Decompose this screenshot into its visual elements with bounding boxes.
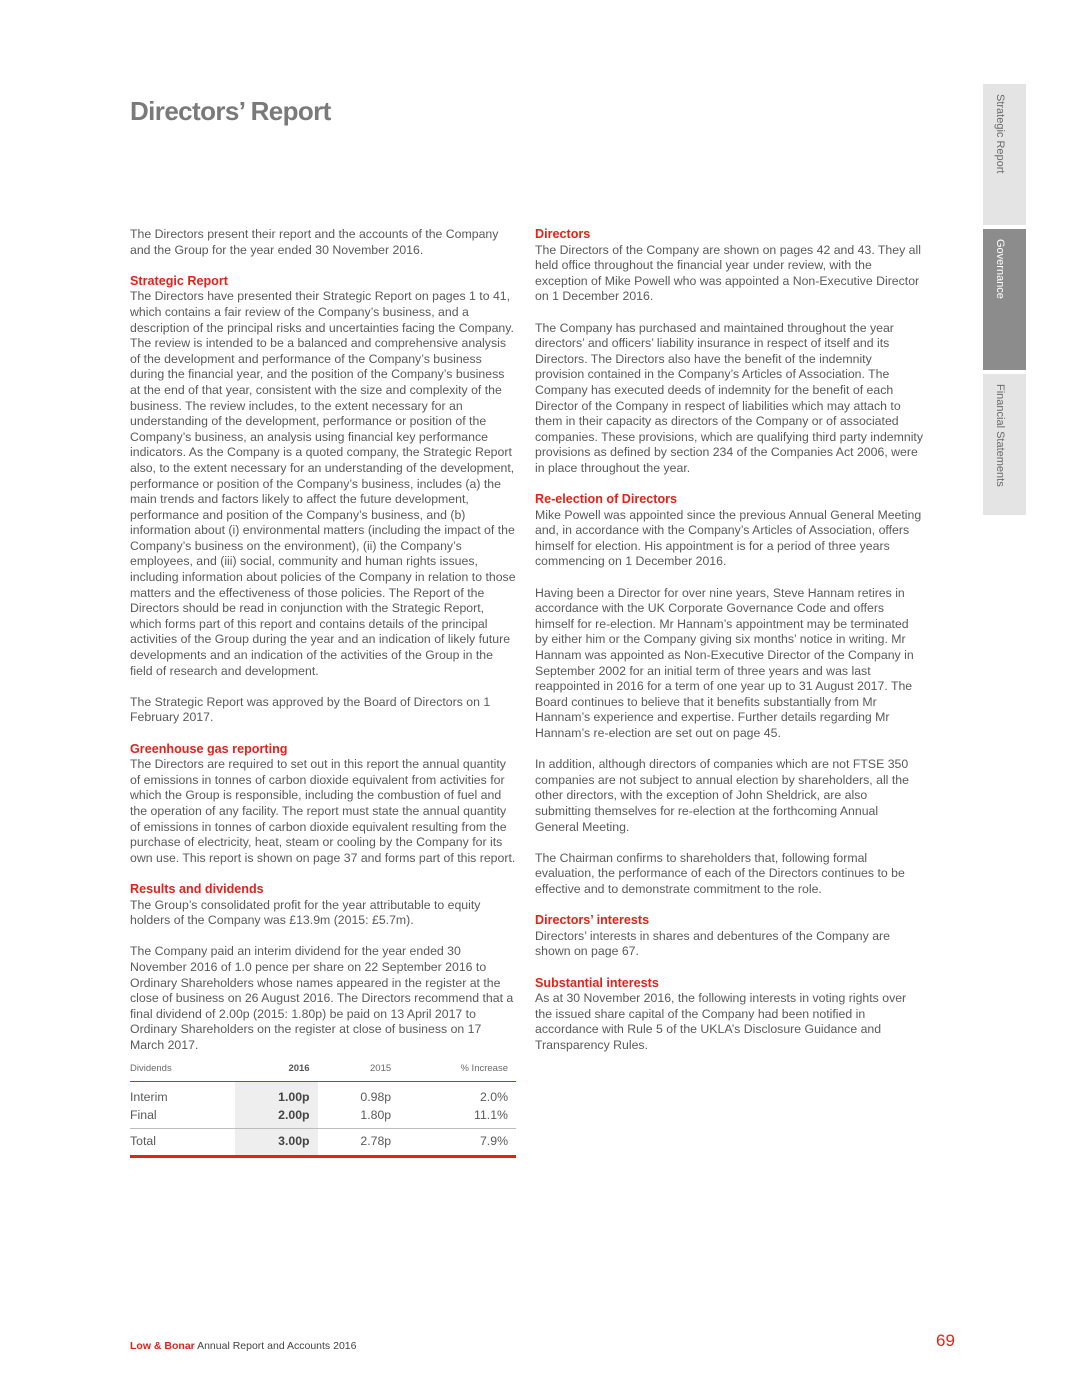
cell-increase: 2.0%: [479, 1090, 508, 1105]
reelection-paragraph-3: In addition, although directors of companies which are not FTSE 350 companies are not subject to annual election by shareholders, all the other directors, with the exception of John Sheldrick, are also submitting themselves for re-election at the forthcoming Annual General Meeting.: [535, 757, 909, 834]
tab-strategic-report[interactable]: [983, 84, 1026, 225]
page-title: Directors’ Report: [130, 96, 331, 126]
cell-2016: 1.00p: [235, 1082, 318, 1107]
reelection-heading: Re-election of Directors: [535, 492, 678, 507]
table-row-interim: [130, 1082, 516, 1107]
interests-heading: Directors’ interests: [535, 913, 650, 928]
cell-2016: 3.00p: [235, 1129, 318, 1157]
cell-2015: 2.78p: [318, 1129, 400, 1157]
ghg-heading: Greenhouse gas reporting: [130, 741, 288, 756]
footer-brand: Low & Bonar: [130, 1340, 195, 1352]
tab-governance[interactable]: [983, 229, 1026, 370]
dividends-table: [130, 1057, 516, 1157]
strategic-report-approval: The Strategic Report was approved by the Board of Directors on 1 February 2017.: [130, 694, 491, 725]
reelection-paragraph-1: Mike Powell was appointed since the previous Annual General Meeting and, in accordance with the Company’s Articles of Association, offers himself for election. His appointment is for a period of three years commencing on 1 December 2016.: [535, 507, 922, 569]
cell-label: Final: [130, 1107, 157, 1122]
cell-increase: 7.9%: [399, 1129, 516, 1157]
footer: [130, 1340, 356, 1352]
results-heading: Results and dividends: [130, 881, 264, 896]
tab-financial-statements[interactable]: [983, 374, 1026, 515]
cell-increase: 11.1%: [474, 1107, 508, 1122]
interests-paragraph: Directors’ interests in shares and debentures of the Company are shown on page 67.: [535, 928, 890, 959]
header-increase: % Increase: [399, 1057, 516, 1081]
tab-governance-label: Governance: [994, 239, 1006, 299]
footer-text: Annual Report and Accounts 2016: [197, 1340, 357, 1352]
directors-paragraph-1: The Directors of the Company are shown on pages 42 and 43. They all held office throughout the financial year under review, with the exception of Mike Powell who was appointed a Non-Executive Director on 1 December 2016.: [535, 242, 921, 304]
dividends-table-header: [130, 1057, 516, 1081]
left-column: [130, 227, 518, 1158]
strategic-report-heading: Strategic Report: [130, 273, 228, 288]
strategic-report-paragraph: The Directors have presented their Strategic Report on pages 1 to 41, which contains a fair review of the Company’s business, and a description of the principal risks and uncertainties facing the Company. The review is intended to be a balanced and comprehensive analysis of the development and performance of the Company’s business during the financial year, and the position of the Company’s business at the end of that year, consistent with the size and complexity of the business. The review includes, to the extent necessary for an understanding of the development, performance or position of the Company’s business, an analysis using financial key performance indicators. As the Company is a quoted company, the Strategic Report also, to the extent necessary for an understanding of the development, performance or position of the Company’s business, includes (a) the main trends and factors likely to affect the future development, performance and position of the Company’s business, and (b) information about (i) environmental matters (including the impact of the Company’s business on the environment), (ii) the Company’s employees, and (iii) social, community and human rights issues, including information about policies of the Company in relation to those matters and the effectiveness of those policies. The Report of the Directors should be read in conjunction with the Strategic Report, which forms part of this report and contains details of the principal activities of the Group during the year and an indication of likely future developments and an indication of the activities of the Group in the field of research and development.: [130, 289, 516, 678]
right-column: [535, 227, 923, 1069]
header-2016: 2016: [235, 1057, 318, 1081]
intro-paragraph: The Directors present their report and the accounts of the Company and the Group for the year ended 30 November 2016.: [130, 227, 499, 257]
directors-paragraph-2: The Company has purchased and maintained throughout the year directors’ and officers’ liability insurance in respect of itself and its Directors. The Directors also have the benefit of the indemnity provision contained in the Company’s Articles of Association. The Company has executed deeds of indemnity for the benefit of each Director of the Company in respect of liabilities which may attach to them in their capacity as directors of the Company or of associated companies. These provisions, which are qualifying third party indemnity provisions as defined by section 234 of the Companies Act 2006, were in place throughout the year.: [535, 320, 924, 475]
cell-label: Interim: [130, 1090, 168, 1105]
header-2015: 2015: [318, 1057, 400, 1081]
ghg-paragraph: The Directors are required to set out in this report the annual quantity of emissions in tonnes of carbon dioxide equivalent from activities for which the Group is responsible, including the combustion of fuel and the operation of any facility. The report must state the annual quantity of emissions in tonnes of carbon dioxide equivalent resulting from the purchase of electricity, heat, steam or cooling by the Company for its own use. This report is shown on page 37 and forms part of this report.: [130, 757, 516, 865]
results-paragraph-2: The Company paid an interim dividend for the year ended 30 November 2016 of 1.0 pence per share on 22 September 2016 to Ordinary Shareholders whose names appeared in the register at the close of business on 26 August 2016. The Directors recommend that a final dividend of 2.00p (2015: 1.80p) be paid on 13 April 2017 to Ordinary Shareholders on the register at close of business on 17 March 2017.: [130, 944, 514, 1052]
cell-label: Total: [130, 1129, 235, 1157]
substantial-heading: Substantial interests: [535, 975, 659, 990]
header-dividends: Dividends: [130, 1057, 235, 1081]
directors-heading: Directors: [535, 227, 591, 241]
reelection-paragraph-4: The Chairman confirms to shareholders that, following formal evaluation, the performance of each of the Directors continues to be effective and to demonstrate commitment to the role.: [535, 850, 905, 896]
cell-2015: 1.80p: [360, 1107, 392, 1122]
reelection-paragraph-2: Having been a Director for over nine years, Steve Hannam retires in accordance with the UK Corporate Governance Code and offers himself for re-election. Mr Hannam’s appointment may be terminated by either him or the Company giving six months’ notice in writing. Mr Hannam was appointed as Non-Executive Director of the Company in September 2002 for an initial term of three years and was last reappointed in 2016 for a term of one year up to 31 August 2017. The Board continues to believe that it benefits substantially from Mr Hannam’s experience and expertise. Further details regarding Mr Hannam’s re-election are set out on page 45.: [535, 585, 914, 740]
substantial-paragraph: As at 30 November 2016, the following interests in voting rights over the issued share capital of the Company had been notified in accordance with Rule 5 of the UKLA’s Disclosure Guidance and Transparency Rules.: [535, 991, 907, 1052]
cell-2016: 2.00p: [235, 1107, 318, 1129]
cell-2015: 0.98p: [360, 1090, 392, 1105]
table-row-final: [130, 1107, 516, 1129]
page-number: 69: [936, 1331, 955, 1350]
results-paragraph-1: The Group’s consolidated profit for the year attributable to equity holders of the Company was £13.9m (2015: £5.7m).: [130, 897, 481, 928]
table-row-total: [130, 1129, 516, 1157]
tab-strategic-report-label: Strategic Report: [994, 94, 1006, 174]
tab-financial-statements-label: Financial Statements: [994, 384, 1006, 487]
